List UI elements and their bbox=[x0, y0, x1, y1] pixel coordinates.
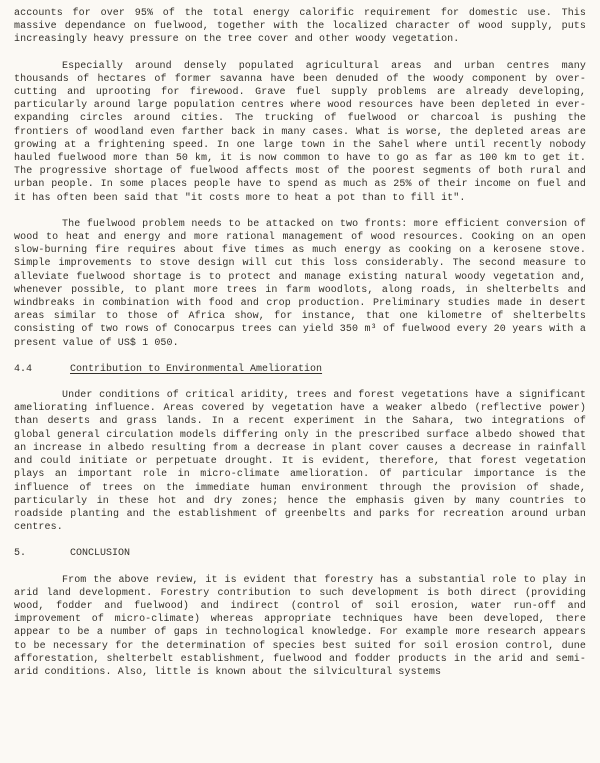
paragraph-albedo-microclimate: Under conditions of critical aridity, trees and forest vegetations have a significant ameliorating influence. Areas covered by vegetation have a weaker albedo (reflective power) than deserts and grass lands. In a recent experiment in the Sahara, two integrations of global general circulation models differing only in the prescribed surface albedo showed that an increase in albedo resulting from a decrease in plant cover causes a decrease in rainfall and could initiate or perpetuate drought. It is evident, therefore, that forest vegetation plays an important role in micro-climate amelioration. Of particular importance is the influence of trees on the immediate human environment through the provision of shade, particularly in these hot and dry zones; hence the emphasis given by many countries to roadside planting and the establishment of greenbelts and parks for recreation around urban centres. bbox=[14, 390, 586, 534]
section-number-5: 5. bbox=[14, 548, 27, 560]
section-number-4-4: 4.4 bbox=[14, 363, 33, 375]
paragraph-fuelwood-shortage: Especially around densely populated agricultural areas and urban centres many thousands of hectares of former savanna have been denuded of the woody component by over-cutting and uprooting for firewood. Grave fuel supply problems are already developing, particularly around large population centres where wood resources have been depleted in ever-expanding circles around cities. The trucking of fuelwood or charcoal is pushing the frontiers of woodland even farther back in many cases. What is worse, the depleted areas are growing at a frightening speed. In one large town in the Sahel where until recently nobody hauled fuelwood more than 50 km, it is now common to have to go as far as 100 km to get it. The progressive shortage of fuelwood affects most of the poorest segments of both rural and urban people. In some places people have to spend as much as 25% of their income on fuel and it has often been said that "it costs more to heat a pot than to fill it". bbox=[14, 60, 586, 204]
paragraph-fuelwood-solutions: The fuelwood problem needs to be attacked on two fronts: more efficient conversion of wood to heat and energy and more rational management of wood resources. Cooking on an open slow-burning fire requires about five times as much energy as cooking on a kerosene stove. Simple improvements to stove design will cut this loss considerably. The second measure to alleviate fuelwood shortage is to protect and manage existing natural woody vegetation and, whenever possible, to plant more trees in farm woodlots, along roads, in shelterbelts and windbreaks in combination with food and crop production. Preliminary studies made in desert areas similar to those of Africa show, for instance, that one kilometre of shelterbelts consisting of two rows of Conocarpus trees can yield 350 m³ of fuelwood every 20 years with a present value of US$ 1 050. bbox=[14, 218, 586, 349]
section-title-environmental-amelioration: Contribution to Environmental Amelioration bbox=[70, 363, 323, 375]
section-heading-5 bbox=[14, 547, 586, 560]
section-title-conclusion: CONCLUSION bbox=[70, 548, 131, 560]
paragraph-fuelwood-dependence: accounts for over 95% of the total energy calorific requirement for domestic use. This massive dependance on fuelwood, together with the localized character of wood supply, puts increasingly heavy pressure on the tree cover and other woody vegetation. bbox=[14, 8, 586, 46]
paragraph-conclusion: From the above review, it is evident that forestry has a substantial role to play in arid land development. Forestry contribution to such development is both direct (providing wood, fodder and fuelwood) and indirect (control of soil erosion, water run-off and improvement of micro-climate) whereas appropriate techniques have been developed, there appear to be a number of gaps in technological knowledge. For example more research appears to be necessary for the determination of species best suited for soil erosion control, dune afforestation, shelterbelt establishment, fuelwood and fodder products in the arid and semi-arid conditions. Also, little is known about the silvicultural systems bbox=[14, 574, 586, 678]
section-heading-4-4 bbox=[14, 363, 586, 376]
